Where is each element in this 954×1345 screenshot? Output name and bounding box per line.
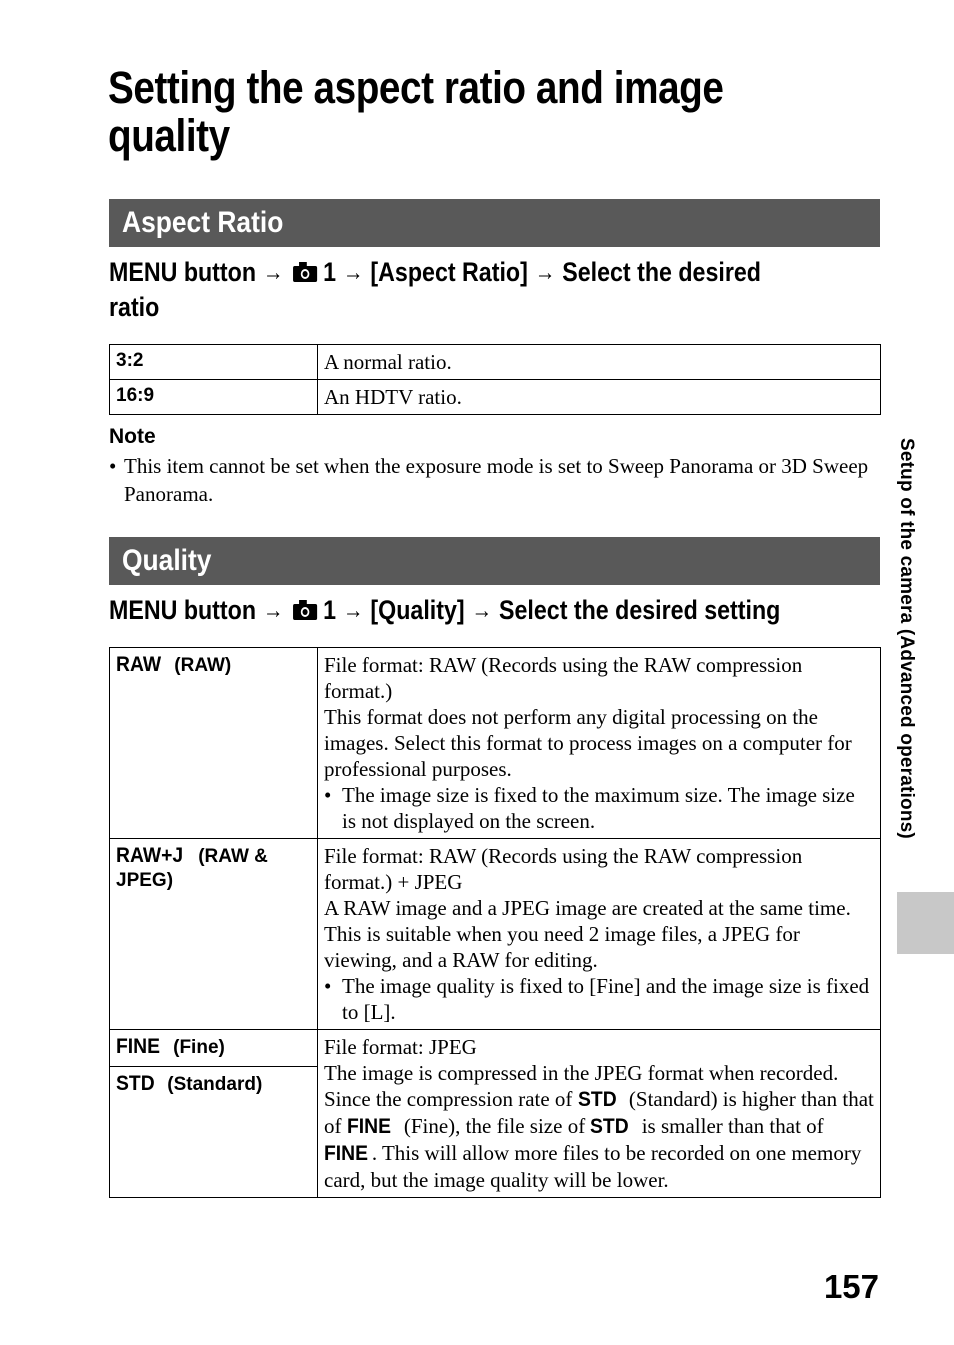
arrow-icon: → bbox=[534, 259, 556, 286]
option-key-raw: RAW (RAW) bbox=[110, 648, 318, 839]
raw-icon: RAW bbox=[116, 653, 162, 676]
note-item: • This item cannot be set when the exposure mode is set to Sweep Panorama or 3D Sweep Panorama. bbox=[109, 454, 869, 506]
page-title: Setting the aspect ratio and image quality bbox=[108, 62, 724, 161]
aspect-ratio-table bbox=[109, 344, 881, 415]
raw-jpeg-icon: RAW+J bbox=[116, 844, 184, 867]
arrow-icon: → bbox=[262, 597, 284, 624]
fine-icon: FINE bbox=[324, 1142, 369, 1165]
section-heading-quality: Quality bbox=[109, 537, 880, 585]
option-description: An HDTV ratio. bbox=[318, 380, 881, 415]
option-description-raw: File format: RAW (Records using the RAW compression format.) This format does not perform any digital processing on the images. Select this format to process images on a computer for professional purposes. • The image size is fixed to the maximum size. The image size is not displayed on the screen. bbox=[318, 648, 881, 839]
menu-path-aspect-ratio: MENU button → 1 → [Aspect Ratio] → Select the desired ratio bbox=[109, 257, 761, 322]
option-key: 3:2 bbox=[110, 345, 318, 380]
section-heading-aspect-ratio: Aspect Ratio bbox=[109, 199, 880, 247]
option-key: 16:9 bbox=[110, 380, 318, 415]
arrow-icon: → bbox=[342, 597, 364, 624]
table-row bbox=[110, 839, 881, 1030]
std-icon: STD bbox=[577, 1088, 617, 1111]
option-description-raw-jpeg: File format: RAW (Records using the RAW compression format.) + JPEG A RAW image and a JPEG image are created at the same time. This is suitable when you need 2 image files, a JPEG for viewing, and a RAW for editing. • The image quality is fixed to [Fine] and the image size is fixed to [L]. bbox=[318, 839, 881, 1030]
fine-icon: FINE bbox=[116, 1035, 161, 1058]
std-icon: STD bbox=[116, 1071, 155, 1095]
option-key-standard: STD (Standard) bbox=[110, 1066, 318, 1197]
table-row bbox=[110, 380, 881, 415]
camera-icon bbox=[292, 261, 318, 283]
table-row bbox=[110, 648, 881, 839]
option-description: A normal ratio. bbox=[318, 345, 881, 380]
option-key-raw-jpeg: RAW+J (RAW & JPEG) bbox=[110, 839, 318, 1030]
table-row bbox=[110, 1030, 881, 1067]
arrow-icon: → bbox=[342, 259, 364, 286]
camera-icon bbox=[292, 599, 318, 621]
quality-table bbox=[109, 647, 881, 1198]
option-description-jpeg: File format: JPEG The image is compressed in the JPEG format when recorded. Since the compression rate of STD (Standard) is higher than that of FINE (Fine), the file size of STD is smaller than that of FINE . This will allow more files to be recorded on one memory card, but the image quality will be lower. bbox=[318, 1030, 881, 1198]
page-number: 157 bbox=[823, 1268, 879, 1305]
chapter-tab-marker bbox=[897, 892, 954, 954]
menu-path-quality: MENU button → 1 → [Quality] → Select the desired setting bbox=[109, 593, 797, 628]
table-row bbox=[110, 345, 881, 380]
chapter-side-label: Setup of the camera (Advanced operations) bbox=[896, 438, 917, 839]
fine-icon: FINE bbox=[346, 1115, 391, 1138]
note-heading: Note bbox=[109, 425, 156, 448]
arrow-icon: → bbox=[262, 259, 284, 286]
std-icon: STD bbox=[590, 1115, 630, 1138]
bullet-icon: • bbox=[324, 974, 332, 998]
arrow-icon: → bbox=[471, 597, 493, 624]
option-key-fine: FINE (Fine) bbox=[110, 1030, 318, 1067]
bullet-icon: • bbox=[324, 783, 332, 807]
bullet-icon: • bbox=[109, 454, 117, 478]
